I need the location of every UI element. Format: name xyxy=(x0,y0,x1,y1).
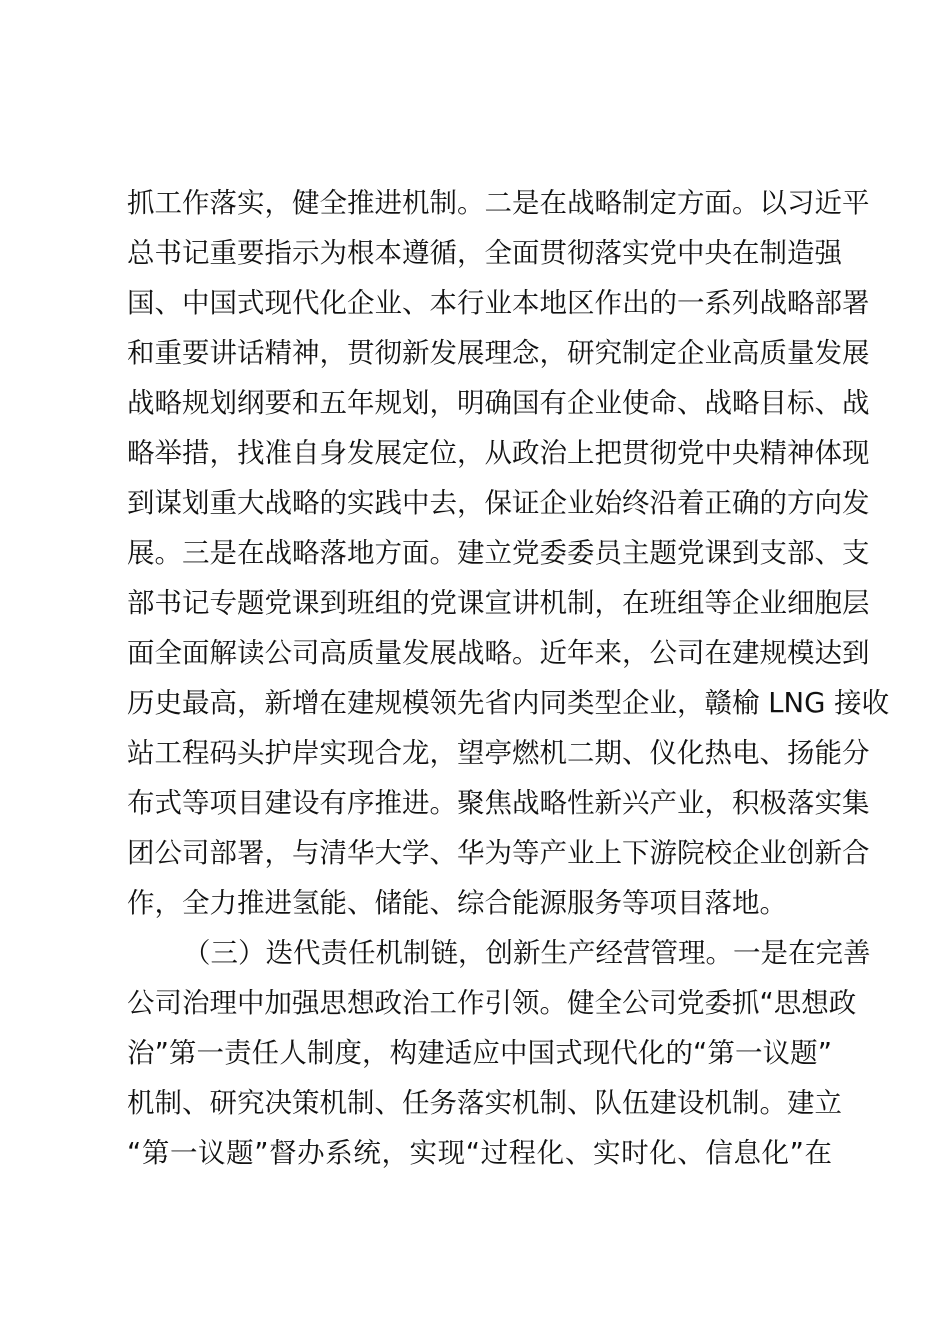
text-line: 站工程码头护岸实现合龙，望亭燃机二期、仪化热电、扬能分 xyxy=(127,737,870,769)
text-line: 和重要讲话精神，贯彻新发展理念，研究制定企业高质量发展 xyxy=(127,337,870,369)
text-line: 总书记重要指示为根本遵循，全面贯彻落实党中央在制造强 xyxy=(127,237,842,269)
text-line: 国、中国式现代化企业、本行业本地区作出的一系列战略部署 xyxy=(127,287,870,319)
text-line: 面全面解读公司高质量发展战略。近年来，公司在建规模达到 xyxy=(127,637,870,669)
text-line: 布式等项目建设有序推进。聚焦战略性新兴产业，积极落实集 xyxy=(127,787,870,819)
text-line: 机制、研究决策机制、任务落实机制、队伍建设机制。建立 xyxy=(127,1087,842,1119)
text-line: 历史最高，新增在建规模领先省内同类型企业，赣榆 LNG 接收 xyxy=(127,687,890,719)
text-line: 抓工作落实，健全推进机制。二是在战略制定方面。以习近平 xyxy=(127,187,870,219)
text-line: 到谋划重大战略的实践中去，保证企业始终沿着正确的方向发 xyxy=(127,487,870,519)
text-line: 部书记专题党课到班组的党课宣讲机制，在班组等企业细胞层 xyxy=(127,587,870,619)
text-line: 作，全力推进氢能、储能、综合能源服务等项目落地。 xyxy=(127,887,787,919)
text-line: 治”第一责任人制度，构建适应中国式现代化的“第一议题” xyxy=(127,1037,832,1069)
text-line: “第一议题”督办系统，实现“过程化、实时化、信息化”在 xyxy=(127,1137,832,1169)
text-line: 略举措，找准自身发展定位，从政治上把贯彻党中央精神体现 xyxy=(127,437,870,469)
text-line: 团公司部署，与清华大学、华为等产业上下游院校企业创新合 xyxy=(127,837,870,869)
body-text xyxy=(127,178,890,1178)
text-line: 战略规划纲要和五年规划，明确国有企业使命、战略目标、战 xyxy=(127,387,870,419)
text-line: 展。三是在战略落地方面。建立党委委员主题党课到支部、支 xyxy=(127,537,870,569)
section-heading-line: （三）迭代责任机制链，创新生产经营管理。一是在完善 xyxy=(183,937,871,969)
text-line: 公司治理中加强思想政治工作引领。健全公司党委抓“思想政 xyxy=(127,987,857,1019)
